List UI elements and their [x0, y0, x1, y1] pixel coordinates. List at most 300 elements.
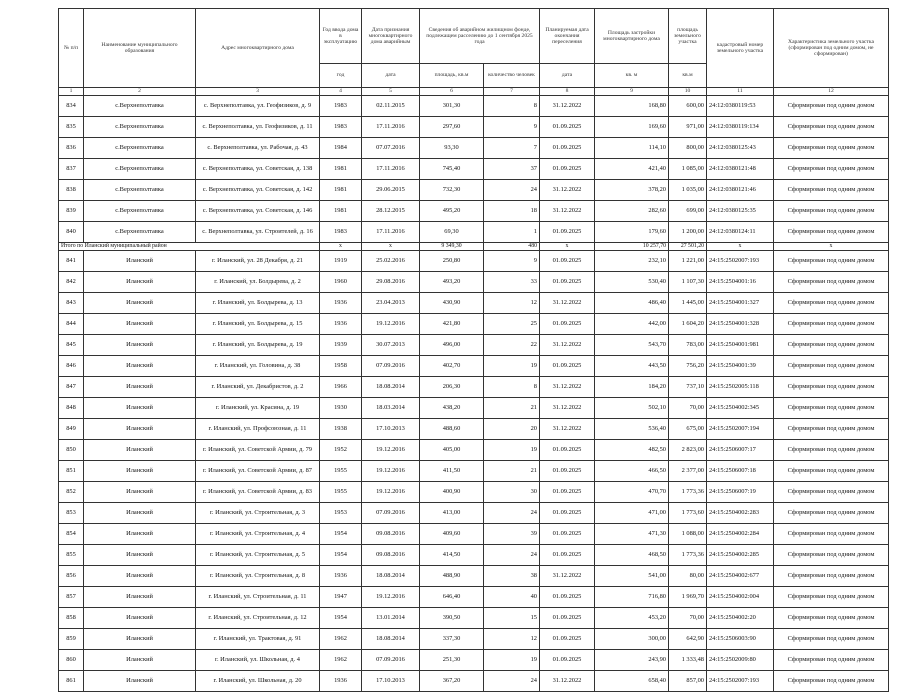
row-number: 849 — [59, 419, 84, 440]
header-num: № п/п — [59, 9, 84, 88]
characteristic-cell: Сформирован под одним домом — [774, 272, 889, 293]
land-area-cell: 642,90 — [669, 629, 707, 650]
plan-date-cell: 01.09.2025 — [540, 440, 595, 461]
characteristic-cell: Сформирован под одним домом — [774, 138, 889, 159]
row-number: 848 — [59, 398, 84, 419]
area-cell: 646,40 — [420, 587, 484, 608]
people-cell: 19 — [484, 356, 540, 377]
characteristic-cell: Сформирован под одним домом — [774, 461, 889, 482]
people-cell: 8 — [484, 96, 540, 117]
row-number: 841 — [59, 251, 84, 272]
plan-date-cell: 01.09.2025 — [540, 461, 595, 482]
area-cell: 93,30 — [420, 138, 484, 159]
emergency-date-cell: 17.10.2013 — [362, 419, 420, 440]
area-cell: 402,70 — [420, 356, 484, 377]
total-area: 9 349,30 — [420, 243, 484, 251]
area-cell: 367,20 — [420, 671, 484, 692]
column-number: 1 — [59, 88, 84, 96]
address-cell: г. Иланский, ул. Советской Армии, д. 79 — [196, 440, 320, 461]
column-number: 7 — [484, 88, 540, 96]
cadastral-cell: 24:15:2506007:17 — [707, 440, 774, 461]
year-cell: 1936 — [320, 314, 362, 335]
building-area-cell: 421,40 — [595, 159, 669, 180]
building-area-cell: 232,10 — [595, 251, 669, 272]
people-cell: 33 — [484, 272, 540, 293]
column-number: 11 — [707, 88, 774, 96]
plan-date-cell: 31.12.2022 — [540, 335, 595, 356]
cadastral-cell: 24:15:2504002:677 — [707, 566, 774, 587]
header-municipality: Наименование муниципального образования — [84, 9, 196, 88]
characteristic-cell: Сформирован под одним домом — [774, 440, 889, 461]
table-row — [59, 461, 889, 482]
column-number: 8 — [540, 88, 595, 96]
plan-date-cell: 31.12.2022 — [540, 201, 595, 222]
area-cell: 337,30 — [420, 629, 484, 650]
area-cell: 251,30 — [420, 650, 484, 671]
year-cell: 1962 — [320, 650, 362, 671]
building-area-cell: 658,40 — [595, 671, 669, 692]
cadastral-cell: 24:15:2506007:19 — [707, 482, 774, 503]
address-cell: г. Иланский, ул. 28 Декабря, д. 21 — [196, 251, 320, 272]
municipality-cell: с.Верхнеполтавка — [84, 201, 196, 222]
plan-date-cell: 31.12.2022 — [540, 398, 595, 419]
land-area-cell: 70,00 — [669, 398, 707, 419]
area-cell: 421,80 — [420, 314, 484, 335]
people-cell: 9 — [484, 117, 540, 138]
land-area-cell: 1 221,00 — [669, 251, 707, 272]
land-area-cell: 971,00 — [669, 117, 707, 138]
row-number: 854 — [59, 524, 84, 545]
row-number: 845 — [59, 335, 84, 356]
table-row — [59, 138, 889, 159]
area-cell: 732,30 — [420, 180, 484, 201]
unit-people: количество человек — [484, 64, 540, 88]
characteristic-cell: Сформирован под одним домом — [774, 377, 889, 398]
characteristic-cell: Сформирован под одним домом — [774, 293, 889, 314]
table-body-b — [59, 251, 889, 692]
year-cell: 1981 — [320, 180, 362, 201]
table-row — [59, 524, 889, 545]
column-number: 4 — [320, 88, 362, 96]
emergency-date-cell: 07.07.2016 — [362, 138, 420, 159]
cadastral-cell: 24:15:2506007:18 — [707, 461, 774, 482]
municipality-cell: с.Верхнеполтавка — [84, 222, 196, 243]
address-cell: г. Иланский, ул. Профсоюзная, д. 11 — [196, 419, 320, 440]
header-emergency-fund: Сведения об аварийном жилищном фонде, подлежащем расселению до 1 сентября 2025 года — [420, 9, 540, 64]
emergency-date-cell: 17.10.2013 — [362, 671, 420, 692]
building-area-cell: 443,50 — [595, 356, 669, 377]
cadastral-cell: 24:15:2502007:193 — [707, 251, 774, 272]
plan-date-cell: 31.12.2022 — [540, 293, 595, 314]
header-address: Адрес многоквартирного дома — [196, 9, 320, 88]
address-cell: с. Верхнеполтавка, ул. Геофизиков, д. 9 — [196, 96, 320, 117]
land-area-cell: 70,00 — [669, 608, 707, 629]
plan-date-cell: 01.09.2025 — [540, 524, 595, 545]
area-cell: 413,00 — [420, 503, 484, 524]
year-cell: 1984 — [320, 138, 362, 159]
municipality-cell: Иланский — [84, 398, 196, 419]
people-cell: 15 — [484, 608, 540, 629]
address-cell: г. Иланский, ул. Красина, д. 19 — [196, 398, 320, 419]
area-cell: 438,20 — [420, 398, 484, 419]
building-area-cell: 466,50 — [595, 461, 669, 482]
row-number: 844 — [59, 314, 84, 335]
address-cell: с. Верхнеполтавка, ул. Советская, д. 142 — [196, 180, 320, 201]
characteristic-cell: Сформирован под одним домом — [774, 566, 889, 587]
row-number: 847 — [59, 377, 84, 398]
plan-date-cell: 31.12.2022 — [540, 180, 595, 201]
row-number: 846 — [59, 356, 84, 377]
address-cell: г. Иланский, ул. Строительная, д. 3 — [196, 503, 320, 524]
column-number: 9 — [595, 88, 669, 96]
building-area-cell: 184,20 — [595, 377, 669, 398]
area-cell: 488,60 — [420, 419, 484, 440]
header-plan-date: Планируемая дата окончания переселения — [540, 9, 595, 64]
plan-date-cell: 01.09.2025 — [540, 482, 595, 503]
total-plan: х — [540, 243, 595, 251]
plan-date-cell: 01.09.2025 — [540, 314, 595, 335]
emergency-date-cell: 19.12.2016 — [362, 587, 420, 608]
row-number: 853 — [59, 503, 84, 524]
plan-date-cell: 31.12.2022 — [540, 377, 595, 398]
emergency-date-cell: 28.12.2015 — [362, 201, 420, 222]
plan-date-cell: 31.12.2022 — [540, 671, 595, 692]
municipality-cell: с.Верхнеполтавка — [84, 117, 196, 138]
municipality-cell: Иланский — [84, 419, 196, 440]
land-area-cell: 1 107,30 — [669, 272, 707, 293]
characteristic-cell: Сформирован под одним домом — [774, 222, 889, 243]
building-area-cell: 471,30 — [595, 524, 669, 545]
row-number: 858 — [59, 608, 84, 629]
characteristic-cell: Сформирован под одним домом — [774, 608, 889, 629]
table-row — [59, 482, 889, 503]
total-year: х — [320, 243, 362, 251]
land-area-cell: 1 773,36 — [669, 482, 707, 503]
table-row — [59, 335, 889, 356]
table-row — [59, 566, 889, 587]
building-area-cell: 169,60 — [595, 117, 669, 138]
area-cell: 430,90 — [420, 293, 484, 314]
people-cell: 24 — [484, 503, 540, 524]
header-land-area: площадь земельного участка — [669, 9, 707, 64]
emergency-date-cell: 23.04.2013 — [362, 293, 420, 314]
column-number: 6 — [420, 88, 484, 96]
header-land-characteristic: Характеристика земельного участка (сформирован под одним домом, не сформирован) — [774, 9, 889, 88]
row-number: 835 — [59, 117, 84, 138]
cadastral-cell: 24:12:0380124:11 — [707, 222, 774, 243]
characteristic-cell: Сформирован под одним домом — [774, 251, 889, 272]
municipality-cell: Иланский — [84, 608, 196, 629]
emergency-date-cell: 07.09.2016 — [362, 356, 420, 377]
emergency-date-cell: 02.11.2015 — [362, 96, 420, 117]
characteristic-cell: Сформирован под одним домом — [774, 201, 889, 222]
land-area-cell: 1 773,60 — [669, 503, 707, 524]
table-row — [59, 314, 889, 335]
cadastral-cell: 24:15:2506003:90 — [707, 629, 774, 650]
year-cell: 1936 — [320, 566, 362, 587]
emergency-date-cell: 19.12.2016 — [362, 440, 420, 461]
total-people: 480 — [484, 243, 540, 251]
people-cell: 22 — [484, 335, 540, 356]
people-cell: 7 — [484, 138, 540, 159]
table-row — [59, 96, 889, 117]
area-cell: 390,50 — [420, 608, 484, 629]
municipality-cell: с.Верхнеполтавка — [84, 96, 196, 117]
emergency-date-cell: 18.08.2014 — [362, 566, 420, 587]
column-number: 3 — [196, 88, 320, 96]
column-number: 12 — [774, 88, 889, 96]
land-area-cell: 1 088,00 — [669, 524, 707, 545]
area-cell: 745,40 — [420, 159, 484, 180]
plan-date-cell: 31.12.2022 — [540, 419, 595, 440]
column-number: 5 — [362, 88, 420, 96]
year-cell: 1919 — [320, 251, 362, 272]
area-cell: 496,00 — [420, 335, 484, 356]
year-cell: 1936 — [320, 293, 362, 314]
people-cell: 25 — [484, 314, 540, 335]
header-emergency-date: Дата признания многоквартирного дома аварийным — [362, 9, 420, 64]
emergency-date-cell: 25.02.2016 — [362, 251, 420, 272]
land-area-cell: 675,00 — [669, 419, 707, 440]
building-area-cell: 543,70 — [595, 335, 669, 356]
plan-date-cell: 01.09.2025 — [540, 138, 595, 159]
municipality-cell: Иланский — [84, 650, 196, 671]
address-cell: г. Иланский, ул. Советской Армии, д. 83 — [196, 482, 320, 503]
cadastral-cell: 24:12:0380119:53 — [707, 96, 774, 117]
building-area-cell: 453,20 — [595, 608, 669, 629]
land-area-cell: 857,00 — [669, 671, 707, 692]
table-row — [59, 117, 889, 138]
building-area-cell: 168,80 — [595, 96, 669, 117]
municipality-cell: Иланский — [84, 671, 196, 692]
year-cell: 1983 — [320, 96, 362, 117]
municipality-cell: Иланский — [84, 377, 196, 398]
year-cell: 1939 — [320, 335, 362, 356]
area-cell: 301,30 — [420, 96, 484, 117]
plan-date-cell: 01.09.2025 — [540, 608, 595, 629]
address-cell: с. Верхнеполтавка, ул. Геофизиков, д. 11 — [196, 117, 320, 138]
year-cell: 1954 — [320, 545, 362, 566]
people-cell: 12 — [484, 629, 540, 650]
municipality-cell: Иланский — [84, 272, 196, 293]
area-cell: 414,50 — [420, 545, 484, 566]
table-row — [59, 222, 889, 243]
cadastral-cell: 24:15:2504001:981 — [707, 335, 774, 356]
address-cell: г. Иланский, ул. Школьная, д. 4 — [196, 650, 320, 671]
cadastral-cell: 24:12:0380119:134 — [707, 117, 774, 138]
emergency-date-cell: 19.12.2016 — [362, 314, 420, 335]
area-cell: 405,00 — [420, 440, 484, 461]
table-row — [59, 201, 889, 222]
row-number: 837 — [59, 159, 84, 180]
municipality-cell: Иланский — [84, 293, 196, 314]
emergency-date-cell: 18.08.2014 — [362, 629, 420, 650]
people-cell: 8 — [484, 377, 540, 398]
row-number: 855 — [59, 545, 84, 566]
year-cell: 1954 — [320, 608, 362, 629]
table-row — [59, 650, 889, 671]
characteristic-cell: Сформирован под одним домом — [774, 180, 889, 201]
address-cell: г. Иланский, ул. Головина, д. 38 — [196, 356, 320, 377]
building-area-cell: 300,00 — [595, 629, 669, 650]
municipality-cell: Иланский — [84, 461, 196, 482]
cadastral-cell: 24:15:2504002:284 — [707, 524, 774, 545]
header-row — [59, 9, 889, 64]
characteristic-cell: Сформирован под одним домом — [774, 159, 889, 180]
building-area-cell: 482,50 — [595, 440, 669, 461]
area-cell: 411,50 — [420, 461, 484, 482]
emergency-date-cell: 18.03.2014 — [362, 398, 420, 419]
table-row — [59, 587, 889, 608]
year-cell: 1962 — [320, 629, 362, 650]
building-area-cell: 536,40 — [595, 419, 669, 440]
people-cell: 38 — [484, 566, 540, 587]
cadastral-cell: 24:15:2504001:328 — [707, 314, 774, 335]
cadastral-cell: 24:12:0380125:35 — [707, 201, 774, 222]
emergency-date-cell: 09.08.2016 — [362, 545, 420, 566]
cadastral-cell: 24:12:0380125:43 — [707, 138, 774, 159]
cadastral-cell: 24:15:2504002:345 — [707, 398, 774, 419]
cadastral-cell: 24:15:2504002:283 — [707, 503, 774, 524]
address-cell: г. Иланский, ул. Трактовая, д. 91 — [196, 629, 320, 650]
row-number: 851 — [59, 461, 84, 482]
municipality-cell: с.Верхнеполтавка — [84, 180, 196, 201]
emergency-date-cell: 17.11.2016 — [362, 117, 420, 138]
address-cell: с. Верхнеполтавка, ул. Советская, д. 146 — [196, 201, 320, 222]
address-cell: г. Иланский, ул. Болдырева, д. 2 — [196, 272, 320, 293]
building-area-cell: 716,80 — [595, 587, 669, 608]
address-cell: г. Иланский, ул. Советской Армии, д. 87 — [196, 461, 320, 482]
row-number: 857 — [59, 587, 84, 608]
land-area-cell: 1 085,00 — [669, 159, 707, 180]
characteristic-cell: Сформирован под одним домом — [774, 524, 889, 545]
table-row — [59, 440, 889, 461]
municipality-cell: Иланский — [84, 314, 196, 335]
table-row — [59, 159, 889, 180]
people-cell: 24 — [484, 671, 540, 692]
people-cell: 24 — [484, 180, 540, 201]
municipality-cell: Иланский — [84, 440, 196, 461]
plan-date-cell: 31.12.2022 — [540, 566, 595, 587]
year-cell: 1930 — [320, 398, 362, 419]
address-cell: г. Иланский, ул. Строительная, д. 4 — [196, 524, 320, 545]
address-cell: г. Иланский, ул. Строительная, д. 11 — [196, 587, 320, 608]
cadastral-cell: 24:15:2504002:20 — [707, 608, 774, 629]
total-cadastral: х — [707, 243, 774, 251]
land-area-cell: 1 333,48 — [669, 650, 707, 671]
column-number: 10 — [669, 88, 707, 96]
building-area-cell: 486,40 — [595, 293, 669, 314]
table-row — [59, 671, 889, 692]
row-number: 843 — [59, 293, 84, 314]
people-cell: 21 — [484, 461, 540, 482]
header-year: Год ввода дома в эксплуатацию — [320, 9, 362, 64]
table-row — [59, 377, 889, 398]
total-building-area: 10 257,70 — [595, 243, 669, 251]
emergency-date-cell: 18.08.2014 — [362, 377, 420, 398]
row-number: 836 — [59, 138, 84, 159]
address-cell: г. Иланский, ул. Декабристов, д. 2 — [196, 377, 320, 398]
total-label: Итого по Иланский муниципальный район — [59, 243, 320, 251]
cadastral-cell: 24:12:0380121:48 — [707, 159, 774, 180]
people-cell: 39 — [484, 524, 540, 545]
table-row — [59, 629, 889, 650]
table-row — [59, 608, 889, 629]
municipality-cell: Иланский — [84, 335, 196, 356]
land-area-cell: 783,00 — [669, 335, 707, 356]
land-area-cell: 737,10 — [669, 377, 707, 398]
address-cell: с. Верхнеполтавка, ул. Строителей, д. 16 — [196, 222, 320, 243]
building-area-cell: 114,10 — [595, 138, 669, 159]
municipality-cell: Иланский — [84, 503, 196, 524]
table-row — [59, 272, 889, 293]
characteristic-cell: Сформирован под одним домом — [774, 356, 889, 377]
row-number: 860 — [59, 650, 84, 671]
building-area-cell: 502,10 — [595, 398, 669, 419]
total-date: х — [362, 243, 420, 251]
total-land-area: 27 501,20 — [669, 243, 707, 251]
municipality-cell: Иланский — [84, 251, 196, 272]
plan-date-cell: 01.09.2025 — [540, 587, 595, 608]
row-number: 838 — [59, 180, 84, 201]
address-cell: г. Иланский, ул. Болдырева, д. 19 — [196, 335, 320, 356]
characteristic-cell: Сформирован под одним домом — [774, 482, 889, 503]
area-cell: 297,60 — [420, 117, 484, 138]
housing-table — [58, 8, 889, 692]
table-row — [59, 503, 889, 524]
table-body-a — [59, 96, 889, 243]
plan-date-cell: 31.12.2022 — [540, 96, 595, 117]
building-area-cell: 530,40 — [595, 272, 669, 293]
emergency-date-cell: 13.01.2014 — [362, 608, 420, 629]
area-cell: 493,20 — [420, 272, 484, 293]
plan-date-cell: 01.09.2025 — [540, 117, 595, 138]
building-area-cell: 470,70 — [595, 482, 669, 503]
address-cell: г. Иланский, ул. Строительная, д. 5 — [196, 545, 320, 566]
land-area-cell: 1 969,70 — [669, 587, 707, 608]
year-cell: 1966 — [320, 377, 362, 398]
building-area-cell: 179,60 — [595, 222, 669, 243]
year-cell: 1952 — [320, 440, 362, 461]
unit-year: год — [320, 64, 362, 88]
municipality-cell: Иланский — [84, 524, 196, 545]
characteristic-cell: Сформирован под одним домом — [774, 398, 889, 419]
address-cell: г. Иланский, ул. Болдырева, д. 15 — [196, 314, 320, 335]
land-area-cell: 1 200,00 — [669, 222, 707, 243]
people-cell: 18 — [484, 201, 540, 222]
land-area-cell: 80,00 — [669, 566, 707, 587]
land-area-cell: 699,00 — [669, 201, 707, 222]
year-cell: 1983 — [320, 117, 362, 138]
year-cell: 1981 — [320, 159, 362, 180]
emergency-date-cell: 07.09.2016 — [362, 650, 420, 671]
plan-date-cell: 01.09.2025 — [540, 503, 595, 524]
characteristic-cell: Сформирован под одним домом — [774, 650, 889, 671]
address-cell: г. Иланский, ул. Школьная, д. 20 — [196, 671, 320, 692]
municipality-cell: Иланский — [84, 545, 196, 566]
land-area-cell: 1 604,20 — [669, 314, 707, 335]
row-number: 834 — [59, 96, 84, 117]
address-cell: с. Верхнеполтавка, ул. Рабочая, д. 43 — [196, 138, 320, 159]
table-row — [59, 545, 889, 566]
building-area-cell: 541,00 — [595, 566, 669, 587]
characteristic-cell: Сформирован под одним домом — [774, 503, 889, 524]
land-area-cell: 1 773,36 — [669, 545, 707, 566]
address-cell: г. Иланский, ул. Строительная, д. 8 — [196, 566, 320, 587]
unit-plan-date: дата — [540, 64, 595, 88]
plan-date-cell: 01.09.2025 — [540, 629, 595, 650]
table-row — [59, 293, 889, 314]
